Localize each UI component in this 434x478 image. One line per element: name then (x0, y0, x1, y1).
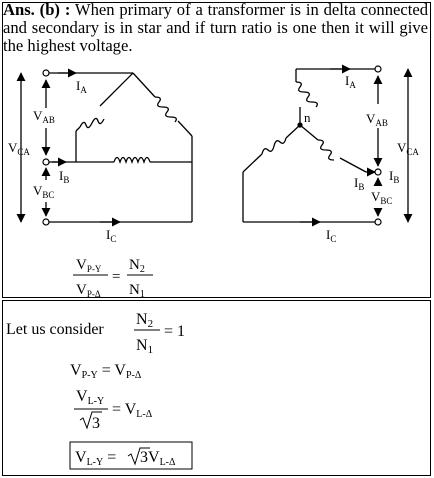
delta-label-ic: $I_C$ (106, 227, 117, 244)
delta-label-vbc: $V_{BC}$ (33, 183, 55, 200)
star-label-vbc: $V_{BC}$ (371, 189, 393, 206)
svg-text:VP-Δ: $V_{P-\Delta}$ (76, 282, 101, 299)
star-coil-top (296, 82, 317, 107)
delta-coil-right (155, 97, 176, 122)
ratio-equation (73, 257, 153, 300)
svg-text:N1: $N_1$ (129, 282, 145, 300)
eq-phase-voltage: VP-Y = VP-Δ (70, 362, 142, 381)
svg-text:= 1: = 1 (164, 323, 186, 340)
answer-label: Ans. (b) : (3, 0, 71, 19)
star-label-ic: $I_C$ (326, 227, 337, 244)
star-label-n: n (304, 110, 311, 125)
svg-text:N1: N1 (136, 337, 154, 356)
svg-text:3VL-Δ: 3VL-Δ (140, 449, 176, 468)
delta-label-ia: $I_A$ (76, 78, 87, 95)
delta-coil-bottom (114, 158, 150, 163)
star-label-ib-left: $I_B$ (354, 175, 365, 192)
star-coil-right (318, 140, 334, 160)
delta-label-vab: $V_{AB}$ (33, 108, 55, 125)
star-label-vca: $V_{CA}$ (397, 140, 419, 157)
delta-coil-left (80, 118, 104, 127)
svg-text:VL-Y: VL-Y (76, 388, 105, 407)
star-coil-left (262, 138, 286, 154)
svg-text:3: 3 (92, 415, 100, 432)
delta-label-vca: $V_{CA}$ (8, 140, 30, 157)
star-label-vab: $V_{AB}$ (366, 111, 388, 128)
delta-side-left-upper (100, 73, 133, 106)
svg-text:VP-Y: $V_{P-Y}$ (76, 257, 102, 274)
derivation-equations (6, 311, 192, 469)
star-label-ib-right: $I_B$ (389, 168, 400, 185)
svg-text:N2: N2 (136, 311, 154, 330)
consider-text: Let us consider (6, 321, 104, 338)
svg-text:N2: $N_2$ (129, 257, 145, 275)
answer-body: When primary of a transformer is in delta connected and secondary is in star and if turn ratio is one then it will give the highest voltage. (3, 0, 428, 55)
delta-side-right-upper (133, 73, 155, 97)
delta-label-ib: $I_B$ (59, 168, 70, 185)
star-label-ia: $I_A$ (345, 73, 356, 90)
eq-result: VL-Y = (75, 449, 117, 468)
svg-text:=: = (112, 269, 121, 285)
eq-line-voltage: = VL-Δ (112, 401, 153, 420)
